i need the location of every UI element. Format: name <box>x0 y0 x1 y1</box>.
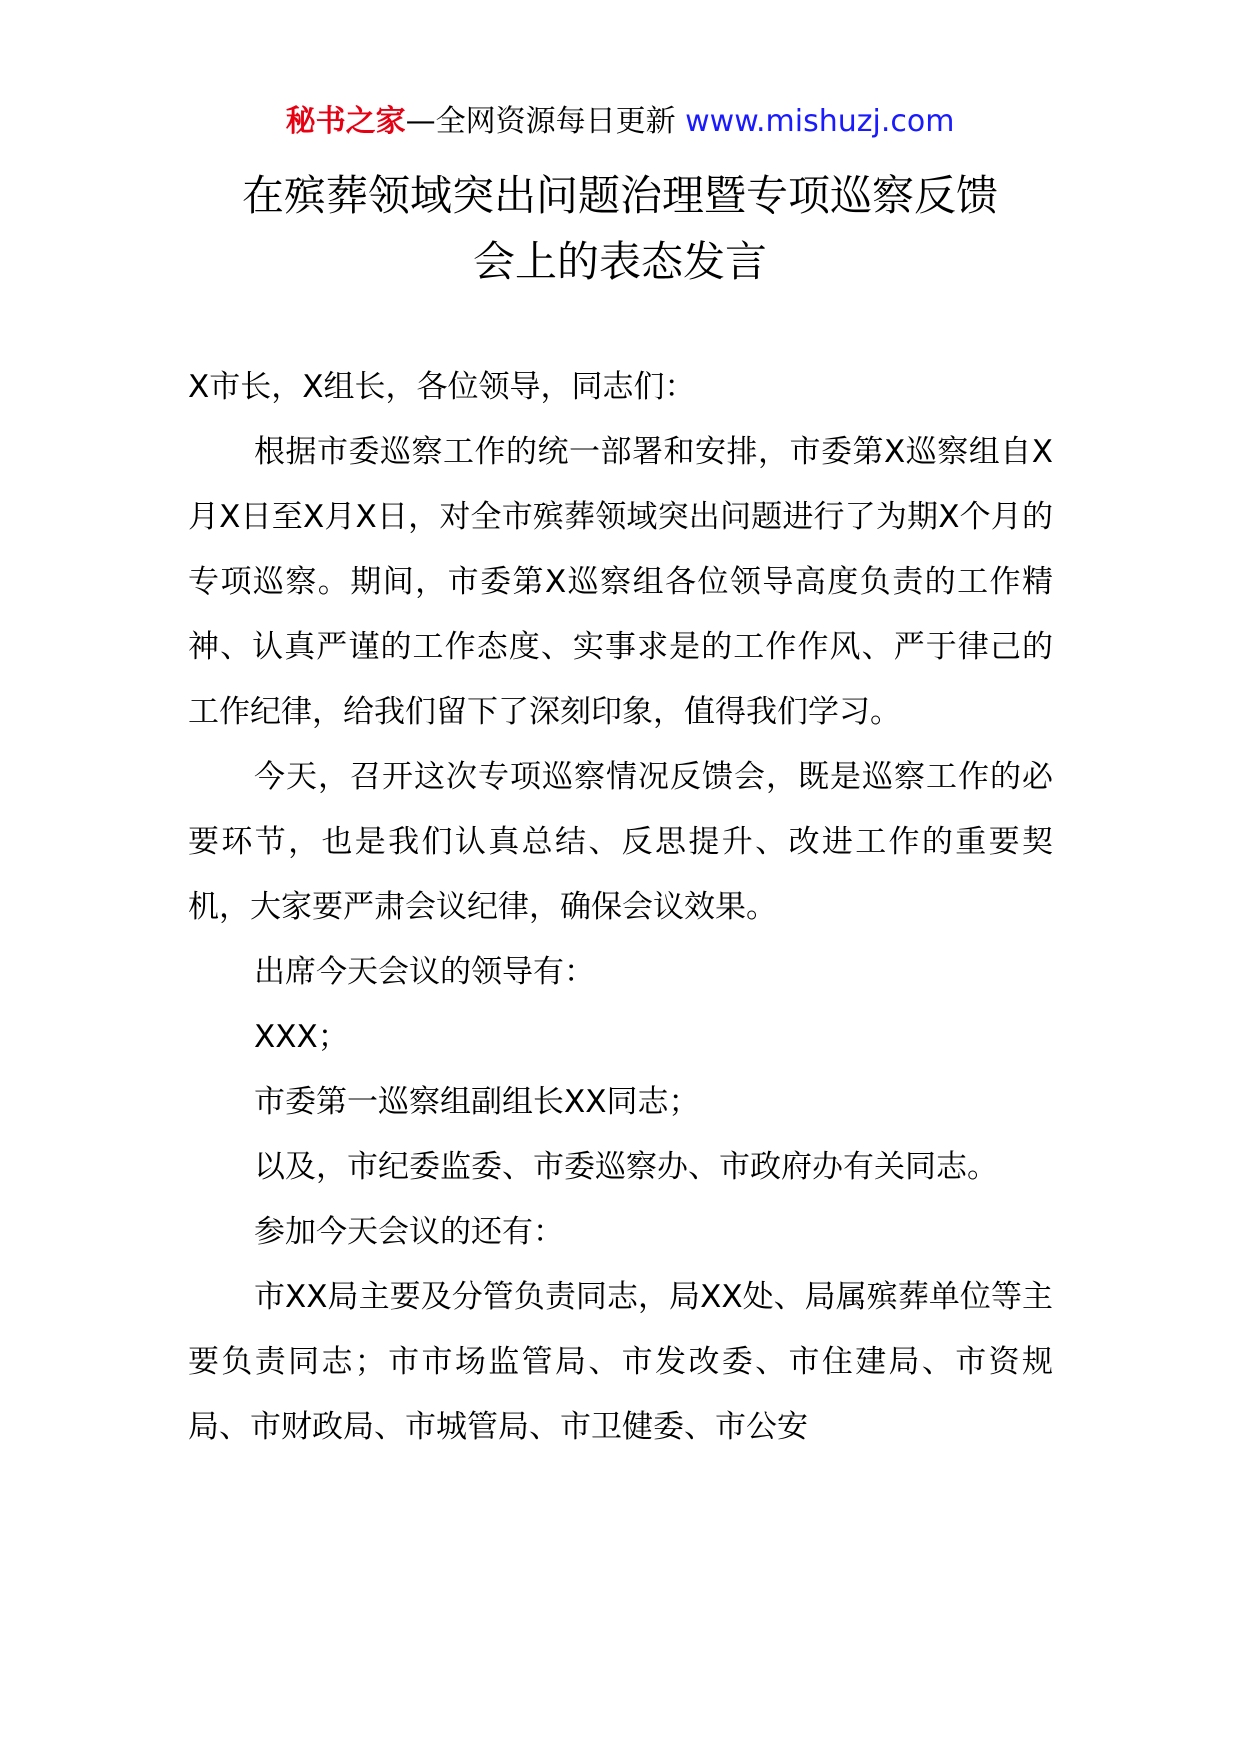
paragraph-3: 出席今天会议的领导有： <box>254 954 595 990</box>
site-header <box>0 100 1240 144</box>
document-title <box>160 163 1080 295</box>
site-url-link[interactable]: www.mishuzj.com <box>685 104 955 139</box>
salutation: X市长，X组长，各位领导，同志们： <box>188 369 696 405</box>
paragraph-2: 今天，召开这次专项巡察情况反馈会，既是巡察工作的必要环节，也是我们认真总结、反思提升、改进工作的重要契机，大家要严肃会议纪律，确保会议效果。 <box>188 759 1053 925</box>
paragraph-1: 根据市委巡察工作的统一部署和安排，市委第X巡察组自X月X日至X月X日，对全市殡葬领域突出问题进行了为期X个月的专项巡察。期间，市委第X巡察组各位领导高度负责的工作精神、认真严谨的工作态度、实事求是的工作作风、严于律己的工作纪律，给我们留下了深刻印象，值得我们学习。 <box>188 434 1053 730</box>
paragraph-7: 参加今天会议的还有： <box>254 1214 564 1250</box>
document-body <box>188 355 1053 1460</box>
document-title-line-2: 会上的表态发言 <box>472 237 767 286</box>
brand-name: 秘书之家 <box>285 104 406 139</box>
paragraph-8: 市XX局主要及分管负责同志，局XX处、局属殡葬单位等主要负责同志；市市场监管局、市发改委、市住建局、市资规局、市财政局、市城管局、市卫健委、市公安 <box>188 1279 1053 1445</box>
paragraph-6: 以及，市纪委监委、市委巡察办、市政府办有关同志。 <box>254 1149 998 1185</box>
document-title-line-1: 在殡葬领域突出问题治理暨专项巡察反馈 <box>241 171 998 220</box>
paragraph-5: 市委第一巡察组副组长XX同志； <box>254 1084 700 1120</box>
paragraph-4: XXX； <box>254 1019 349 1055</box>
header-tagline: —全网资源每日更新 <box>405 104 676 139</box>
